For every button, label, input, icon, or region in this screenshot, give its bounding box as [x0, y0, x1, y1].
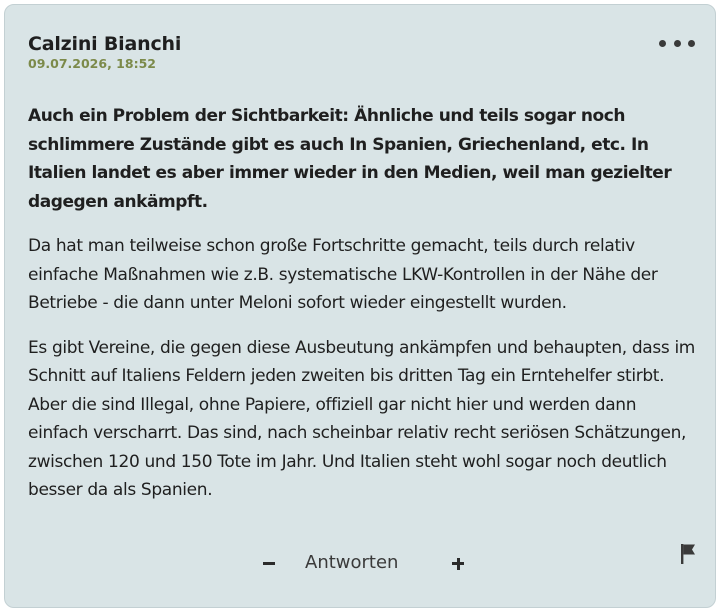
minus-icon	[263, 562, 275, 565]
downvote-button[interactable]	[255, 548, 283, 578]
comment-paragraph: Da hat man teilweise schon große Fortschritte gemacht, teils durch relativ einfache Maßnahmen wie z.B. systematische LKW-Kontrollen in der Nähe der Betriebe - die dann unter Meloni sofort wieder eingestellt wurden.	[28, 236, 658, 313]
comment-body	[28, 102, 696, 521]
menu-dot	[674, 40, 681, 47]
more-options-icon[interactable]	[659, 31, 695, 55]
reply-button[interactable]: Antworten	[305, 552, 399, 573]
plus-icon-vertical	[457, 558, 460, 570]
report-button[interactable]	[677, 541, 701, 567]
comment-paragraph-lead: Auch ein Problem der Sichtbarkeit: Ähnliche und teils sogar noch schlimmere Zustände gibt es auch In Spanien, Griechenland, etc. In Italien landet es aber immer wieder in den Medien, weil man gezielter dagegen ankämpft.	[28, 106, 672, 212]
comment-card	[4, 4, 716, 608]
comment-author[interactable]: Calzini Bianchi	[28, 33, 182, 55]
menu-dot	[688, 40, 695, 47]
menu-dot	[659, 40, 666, 47]
upvote-button[interactable]	[443, 549, 473, 579]
flag-icon	[677, 541, 701, 567]
comment-paragraph: Es gibt Vereine, die gegen diese Ausbeutung ankämpfen und behaupten, dass im Schnitt auf Italiens Feldern jeden zweiten bis dritten Tag ein Erntehelfer stirbt. Aber die sind Illegal, ohne Papiere, offiziell gar nicht hier und werden dann einfach verscharrt. Das sind, nach scheinbar relativ recht seriösen Schätzungen, zwischen 120 und 150 Tote im Jahr. Und Italien steht wohl sogar noch deutlich besser da als Spanien.	[28, 337, 696, 500]
comment-timestamp[interactable]: 09.07.2026, 18:52	[28, 56, 156, 71]
